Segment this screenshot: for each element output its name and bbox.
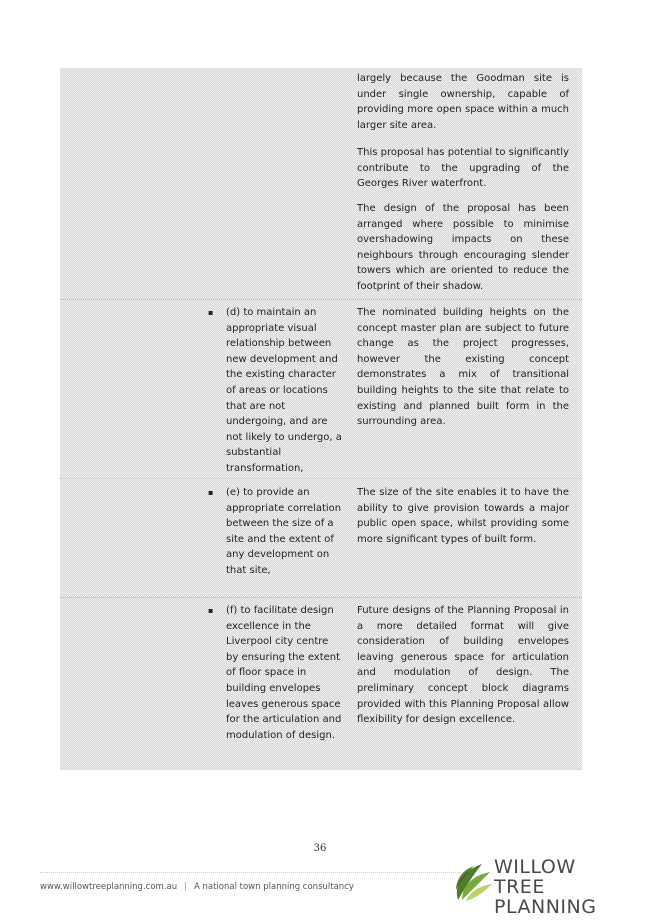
logo-wordmark (494, 857, 622, 917)
row-divider (60, 478, 582, 479)
company-logo (452, 856, 622, 918)
footer-website-link[interactable]: www.willowtreeplanning.com.au (40, 882, 178, 892)
footer-divider (40, 872, 460, 873)
logo-line-2: PLANNING (494, 896, 597, 918)
response-paragraph: The design of the proposal has been arranged where possible to minimise overshadowing impacts on these neighbours through encouraging slender towers which are oriented to reduce the footprint of their shadow. (357, 203, 569, 292)
criterion-text: (d) to maintain an appropriate visual relationship between new development and the existing character of areas or locations that are not undergoing, and are not likely to undergo, a substantial transformation, (226, 307, 342, 474)
bullet-icon: ▪ (208, 606, 214, 615)
response-paragraph: Future designs of the Planning Proposal in a more detailed format will give consideration of building envelopes leaving generous space for articulation and modulation of design. The preliminary concept block diagrams provided with this Planning Proposal allow flexibility for design excellence. (357, 605, 569, 726)
criterion-item (208, 485, 343, 579)
page-number: 36 (313, 843, 327, 854)
criterion-item (208, 305, 343, 477)
response-paragraph: largely because the Goodman site is under single ownership, capable of providing more open space within a much larger site area. (357, 73, 569, 131)
bullet-icon: ▪ (208, 308, 214, 317)
footer-separator: | (184, 882, 187, 892)
logo-line-1: WILLOW TREE (494, 856, 576, 898)
criterion-text: (f) to facilitate design excellence in the Liverpool city centre by ensuring the extent of floor space in building envelopes leaves generous space for the articulation and modulation of design. (226, 605, 342, 741)
footer-tagline: A national town planning consultancy (193, 882, 354, 892)
footer (40, 882, 354, 892)
willow-tree-leaf-icon (452, 860, 492, 902)
row-divider (60, 597, 582, 598)
response-paragraph: The size of the site enables it to have the ability to give provision towards a major public open space, whilst providing some more significant types of built form. (357, 487, 569, 545)
bullet-icon: ▪ (208, 488, 214, 497)
response-paragraph: This proposal has potential to significantly contribute to the upgrading of the Georges River waterfront. (357, 147, 569, 190)
criterion-text: (e) to provide an appropriate correlation between the size of a site and the extent of any development on that site, (226, 487, 342, 576)
row-divider (60, 299, 582, 300)
criterion-item (208, 603, 343, 743)
response-paragraph: The nominated building heights on the concept master plan are subject to future change as the project progresses, however the existing concept demonstrates a mix of transitional building heights to the site that relate to existing and planned built form in the surrounding area. (357, 307, 569, 428)
